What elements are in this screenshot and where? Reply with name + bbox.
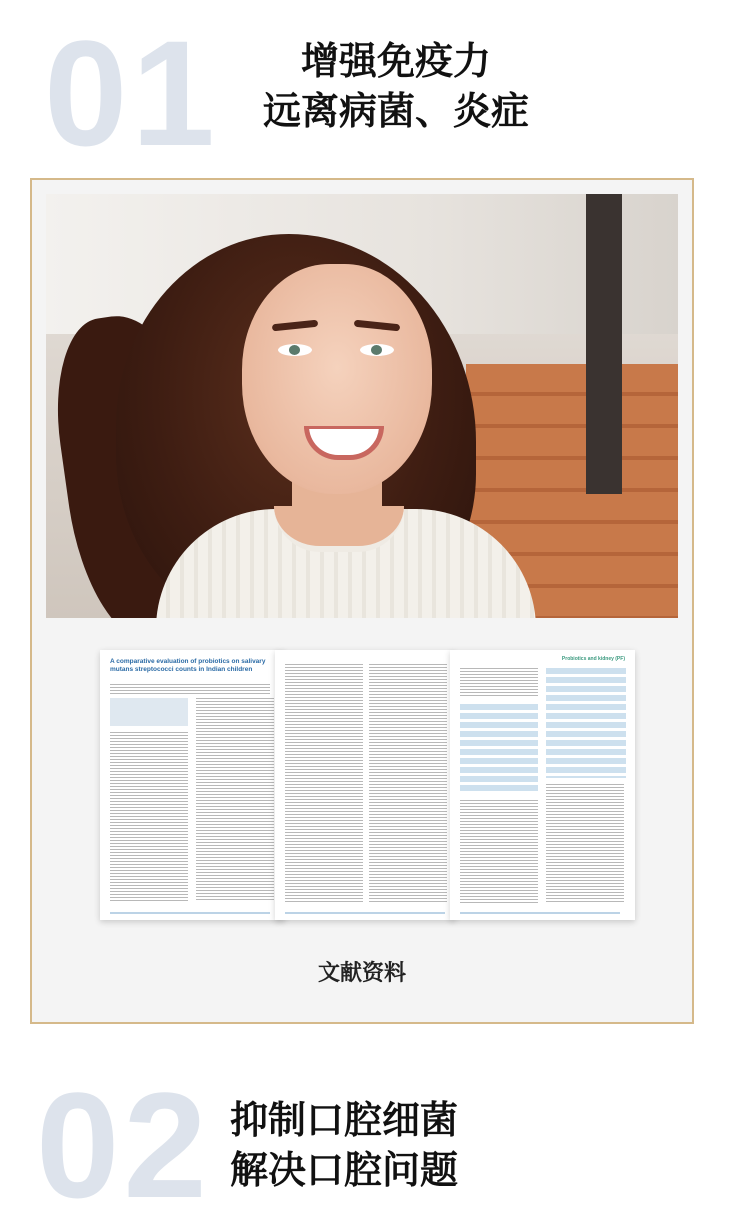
photo-dark-post	[586, 194, 622, 494]
paper-table-2	[546, 668, 626, 778]
paper-footer	[110, 912, 270, 914]
section-1-title-line1: 增强免疫力	[300, 39, 491, 83]
paper-footer	[285, 912, 445, 914]
paper-column-right	[196, 698, 274, 902]
content-frame	[30, 178, 694, 1024]
paper-table-1	[460, 704, 538, 794]
paper-abstract-box	[110, 698, 188, 726]
section-2-title-line2: 解决口腔问题	[230, 1148, 459, 1192]
photo-eye-left	[278, 344, 312, 356]
section-1-title-line2: 远离病菌、炎症	[262, 89, 529, 133]
photo-eye-right	[360, 344, 394, 356]
paper-column-left	[110, 732, 188, 902]
section-2-title-line1: 抑制口腔细菌	[230, 1098, 459, 1142]
smiling-woman-photo	[46, 194, 678, 618]
literature-page-3	[450, 650, 635, 920]
paper-results-heading: Probiotics and kidney (PF)	[561, 656, 625, 662]
literature-pages	[100, 650, 636, 920]
section-number-01: 01	[44, 9, 219, 177]
literature-page-1	[100, 650, 285, 920]
paper-title: A comparative evaluation of probiotics on salivary mutans streptococci counts in Indian children	[110, 658, 266, 673]
paper-text-top	[460, 668, 538, 698]
section-2-heading	[230, 1095, 550, 1195]
literature-page-2	[275, 650, 455, 920]
paper-column-right	[546, 784, 624, 904]
paper-column-right	[369, 664, 447, 904]
section-number-02: 02	[36, 1061, 211, 1229]
literature-caption: 文献资料	[317, 961, 406, 986]
section-1-heading	[216, 36, 576, 136]
paper-authors	[110, 684, 270, 694]
paper-column-left	[285, 664, 363, 904]
paper-column-left	[460, 800, 538, 904]
paper-footer	[460, 912, 620, 914]
